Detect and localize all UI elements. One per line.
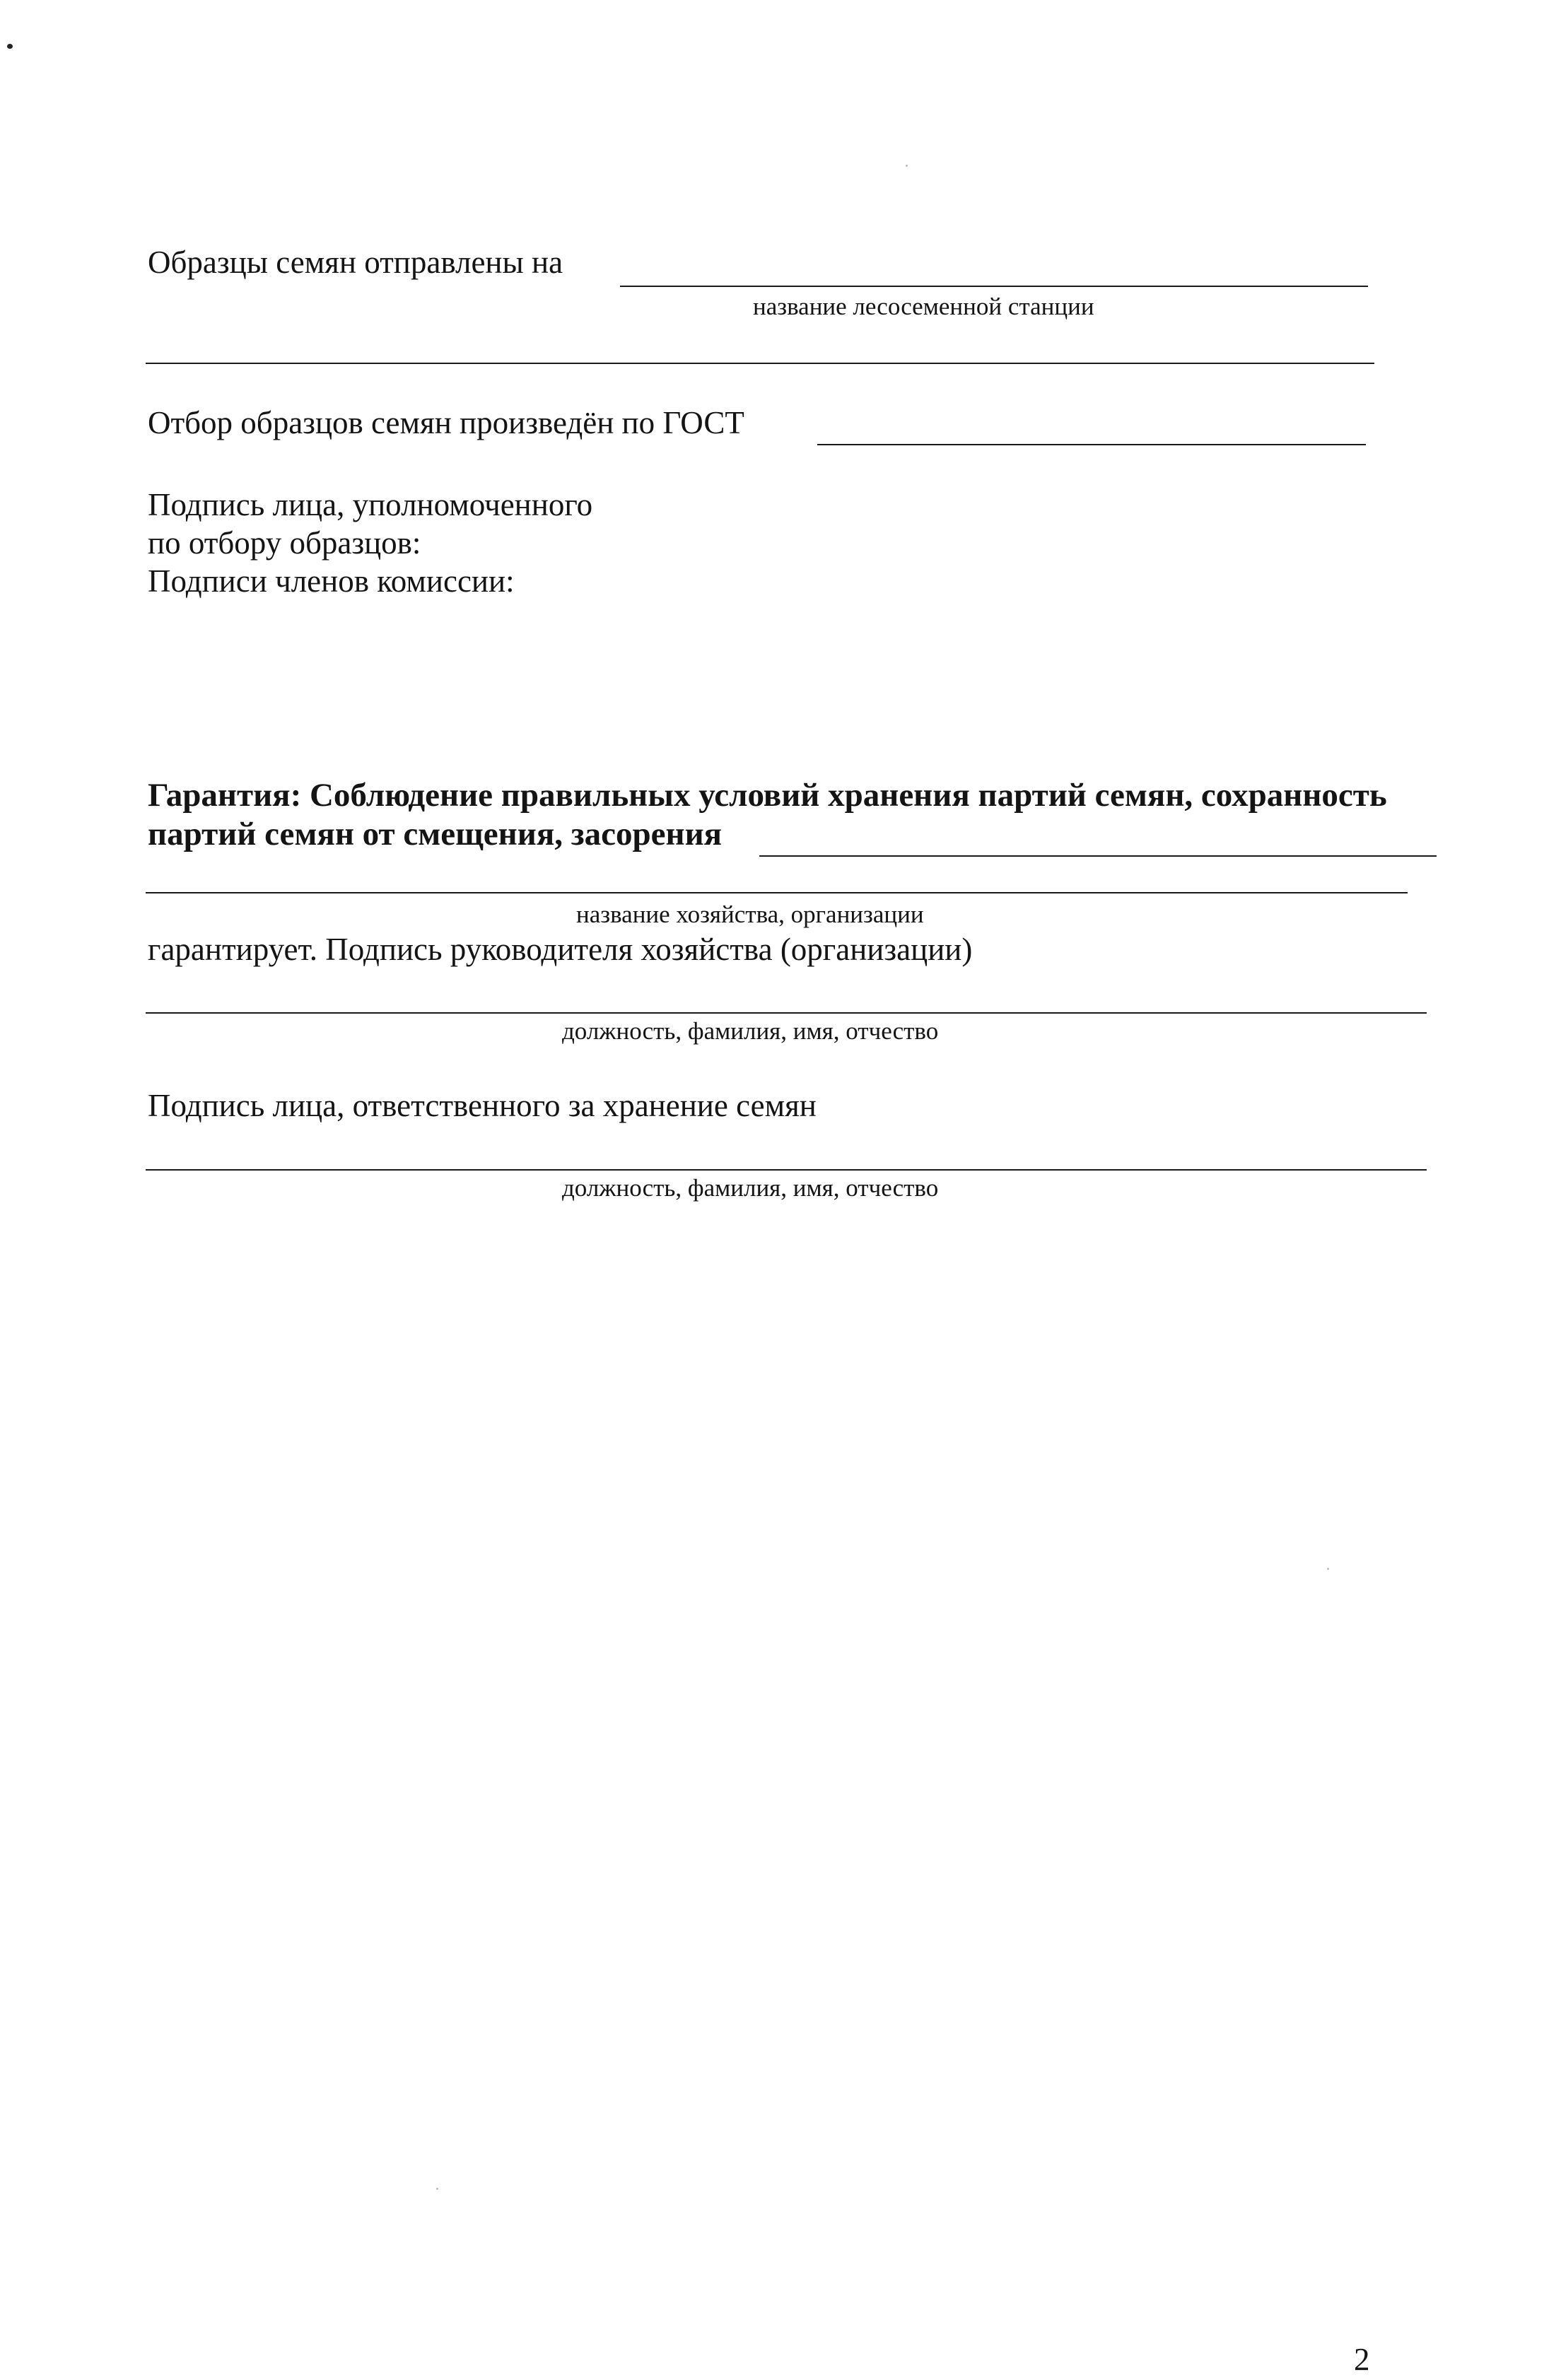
- storage-signature-line: [146, 1169, 1427, 1171]
- page-number: 2: [1354, 2342, 1370, 2377]
- gost-fill-line: [817, 444, 1366, 445]
- samples-sent-label: Образцы семян отправлены на: [148, 245, 563, 280]
- commission-signatures-label: Подписи членов комиссии:: [148, 563, 515, 599]
- head-caption: должность, фамилия, имя, отчество: [562, 1017, 939, 1045]
- scan-speck: [906, 165, 908, 167]
- authorized-signature-line2: по отбору образцов:: [148, 525, 421, 561]
- guarantees-text: гарантирует. Подпись руководителя хозяйства (организации): [148, 932, 973, 967]
- station-caption: название лесосеменной станции: [753, 293, 1094, 320]
- scan-mark: [7, 44, 13, 49]
- farm-caption: название хозяйства, организации: [576, 901, 924, 928]
- head-signature-line: [146, 1012, 1427, 1014]
- farm-fill-line: [146, 892, 1408, 893]
- guarantee-line1: Гарантия: Соблюдение правильных условий хранения партий семян, сохранность: [148, 777, 1387, 814]
- scan-speck: [1327, 1568, 1329, 1570]
- guarantee-line2: партий семян от смещения, засорения: [148, 816, 723, 852]
- storage-signature-label: Подпись лица, ответственного за хранение семян: [148, 1088, 817, 1123]
- gost-label: Отбор образцов семян произведён по ГОСТ: [148, 405, 744, 440]
- authorized-signature-line1: Подпись лица, уполномоченного: [148, 487, 593, 522]
- scan-speck: [436, 2188, 438, 2190]
- station-fill-line: [620, 286, 1368, 287]
- storage-caption: должность, фамилия, имя, отчество: [562, 1174, 939, 1202]
- station-fill-line-2: [146, 363, 1374, 364]
- guarantee-fill-line: [759, 855, 1437, 857]
